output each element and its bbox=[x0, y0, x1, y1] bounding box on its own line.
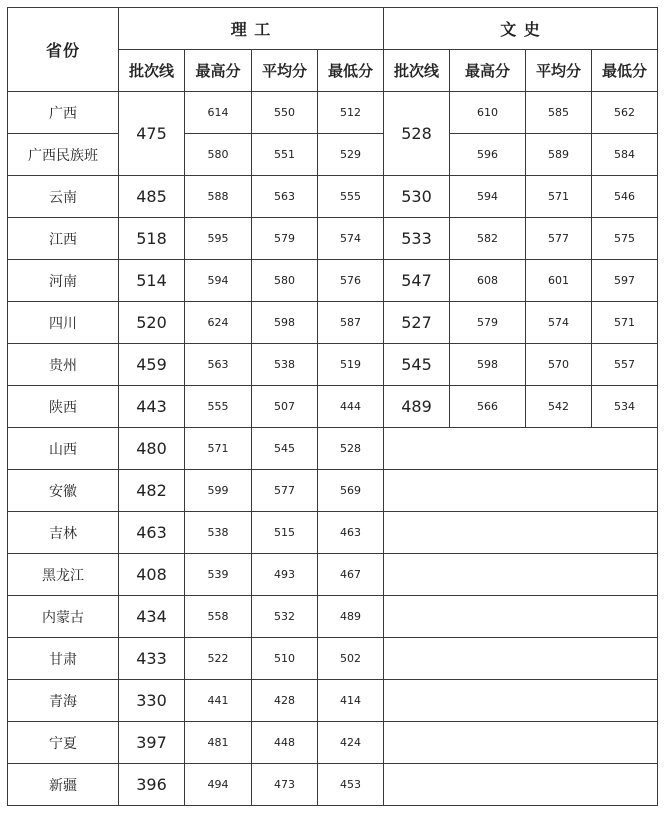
sci-max-cell: 441 bbox=[185, 680, 252, 722]
sci-min-cell: 453 bbox=[318, 764, 384, 806]
sci-avg-cell: 550 bbox=[252, 92, 318, 134]
arts-min-cell: 534 bbox=[592, 386, 658, 428]
sci-min-cell: 555 bbox=[318, 176, 384, 218]
arts-max-cell: 608 bbox=[450, 260, 526, 302]
sci-min-cell: 519 bbox=[318, 344, 384, 386]
sci-max-header: 最高分 bbox=[185, 50, 252, 92]
arts-empty-cell bbox=[384, 596, 658, 638]
province-cell: 新疆 bbox=[8, 764, 119, 806]
sci-avg-cell: 577 bbox=[252, 470, 318, 512]
arts-avg-header: 平均分 bbox=[526, 50, 592, 92]
province-cell: 黑龙江 bbox=[8, 554, 119, 596]
province-cell: 甘肃 bbox=[8, 638, 119, 680]
arts-avg-cell: 571 bbox=[526, 176, 592, 218]
sci-batch-cell: 396 bbox=[119, 764, 185, 806]
sci-batch-cell: 485 bbox=[119, 176, 185, 218]
arts-empty-cell bbox=[384, 470, 658, 512]
province-cell: 贵州 bbox=[8, 344, 119, 386]
sci-batch-cell: 518 bbox=[119, 218, 185, 260]
sci-batch-cell: 397 bbox=[119, 722, 185, 764]
sci-min-cell: 414 bbox=[318, 680, 384, 722]
sci-batch-cell: 459 bbox=[119, 344, 185, 386]
province-cell: 广西民族班 bbox=[8, 134, 119, 176]
sci-avg-cell: 448 bbox=[252, 722, 318, 764]
sci-max-cell: 481 bbox=[185, 722, 252, 764]
arts-avg-cell: 574 bbox=[526, 302, 592, 344]
sci-batch-cell: 520 bbox=[119, 302, 185, 344]
arts-batch-cell: 489 bbox=[384, 386, 450, 428]
sci-avg-cell: 598 bbox=[252, 302, 318, 344]
sci-batch-cell: 443 bbox=[119, 386, 185, 428]
sci-max-cell: 538 bbox=[185, 512, 252, 554]
table-row bbox=[8, 680, 658, 722]
province-cell: 河南 bbox=[8, 260, 119, 302]
sci-min-cell: 424 bbox=[318, 722, 384, 764]
sci-avg-header: 平均分 bbox=[252, 50, 318, 92]
arts-min-cell: 584 bbox=[592, 134, 658, 176]
table-row bbox=[8, 176, 658, 218]
province-cell: 宁夏 bbox=[8, 722, 119, 764]
table-row bbox=[8, 302, 658, 344]
table-row bbox=[8, 764, 658, 806]
table-row bbox=[8, 638, 658, 680]
arts-max-cell: 598 bbox=[450, 344, 526, 386]
province-cell: 吉林 bbox=[8, 512, 119, 554]
sci-max-cell: 594 bbox=[185, 260, 252, 302]
arts-min-cell: 575 bbox=[592, 218, 658, 260]
sci-avg-cell: 545 bbox=[252, 428, 318, 470]
sci-max-cell: 558 bbox=[185, 596, 252, 638]
province-cell: 四川 bbox=[8, 302, 119, 344]
arts-max-cell: 596 bbox=[450, 134, 526, 176]
arts-empty-cell bbox=[384, 764, 658, 806]
score-table bbox=[7, 7, 658, 806]
sci-max-cell: 555 bbox=[185, 386, 252, 428]
arts-batch-cell: 545 bbox=[384, 344, 450, 386]
sci-avg-cell: 532 bbox=[252, 596, 318, 638]
sci-min-cell: 467 bbox=[318, 554, 384, 596]
arts-empty-cell bbox=[384, 680, 658, 722]
table-row bbox=[8, 218, 658, 260]
arts-max-cell: 579 bbox=[450, 302, 526, 344]
sci-min-cell: 512 bbox=[318, 92, 384, 134]
sci-batch-cell: 475 bbox=[119, 92, 185, 176]
sci-min-cell: 587 bbox=[318, 302, 384, 344]
sci-batch-cell: 408 bbox=[119, 554, 185, 596]
sci-batch-header: 批次线 bbox=[119, 50, 185, 92]
arts-max-cell: 610 bbox=[450, 92, 526, 134]
arts-min-cell: 546 bbox=[592, 176, 658, 218]
sci-min-header: 最低分 bbox=[318, 50, 384, 92]
sci-batch-cell: 482 bbox=[119, 470, 185, 512]
arts-header: 文 史 bbox=[384, 8, 658, 50]
table-row bbox=[8, 470, 658, 512]
table-row bbox=[8, 260, 658, 302]
sci-avg-cell: 428 bbox=[252, 680, 318, 722]
arts-avg-cell: 570 bbox=[526, 344, 592, 386]
arts-max-header: 最高分 bbox=[450, 50, 526, 92]
table-row bbox=[8, 512, 658, 554]
sci-avg-cell: 551 bbox=[252, 134, 318, 176]
sci-max-cell: 539 bbox=[185, 554, 252, 596]
sci-avg-cell: 538 bbox=[252, 344, 318, 386]
sci-avg-cell: 515 bbox=[252, 512, 318, 554]
sci-min-cell: 489 bbox=[318, 596, 384, 638]
province-cell: 江西 bbox=[8, 218, 119, 260]
sci-avg-cell: 580 bbox=[252, 260, 318, 302]
sci-max-cell: 522 bbox=[185, 638, 252, 680]
sci-max-cell: 599 bbox=[185, 470, 252, 512]
arts-batch-cell: 528 bbox=[384, 92, 450, 176]
arts-max-cell: 582 bbox=[450, 218, 526, 260]
arts-max-cell: 594 bbox=[450, 176, 526, 218]
arts-min-header: 最低分 bbox=[592, 50, 658, 92]
province-cell: 云南 bbox=[8, 176, 119, 218]
arts-avg-cell: 585 bbox=[526, 92, 592, 134]
arts-avg-cell: 589 bbox=[526, 134, 592, 176]
sci-min-cell: 574 bbox=[318, 218, 384, 260]
arts-empty-cell bbox=[384, 722, 658, 764]
sci-min-cell: 502 bbox=[318, 638, 384, 680]
arts-max-cell: 566 bbox=[450, 386, 526, 428]
sci-min-cell: 463 bbox=[318, 512, 384, 554]
sci-avg-cell: 507 bbox=[252, 386, 318, 428]
arts-empty-cell bbox=[384, 638, 658, 680]
table-row bbox=[8, 344, 658, 386]
sci-avg-cell: 473 bbox=[252, 764, 318, 806]
sci-min-cell: 529 bbox=[318, 134, 384, 176]
arts-min-cell: 571 bbox=[592, 302, 658, 344]
sci-batch-cell: 434 bbox=[119, 596, 185, 638]
sci-batch-cell: 514 bbox=[119, 260, 185, 302]
province-cell: 安徽 bbox=[8, 470, 119, 512]
sci-max-cell: 571 bbox=[185, 428, 252, 470]
arts-min-cell: 562 bbox=[592, 92, 658, 134]
table-row bbox=[8, 722, 658, 764]
sci-max-cell: 580 bbox=[185, 134, 252, 176]
table-row bbox=[8, 92, 658, 134]
province-cell: 青海 bbox=[8, 680, 119, 722]
arts-empty-cell bbox=[384, 512, 658, 554]
sci-avg-cell: 579 bbox=[252, 218, 318, 260]
sci-max-cell: 563 bbox=[185, 344, 252, 386]
table-row bbox=[8, 596, 658, 638]
sci-max-cell: 624 bbox=[185, 302, 252, 344]
science-header: 理 工 bbox=[119, 8, 384, 50]
province-cell: 山西 bbox=[8, 428, 119, 470]
sci-max-cell: 494 bbox=[185, 764, 252, 806]
table-row bbox=[8, 386, 658, 428]
arts-empty-cell bbox=[384, 428, 658, 470]
sci-avg-cell: 493 bbox=[252, 554, 318, 596]
table-row bbox=[8, 428, 658, 470]
sci-max-cell: 614 bbox=[185, 92, 252, 134]
arts-batch-cell: 530 bbox=[384, 176, 450, 218]
arts-empty-cell bbox=[384, 554, 658, 596]
sci-min-cell: 569 bbox=[318, 470, 384, 512]
arts-avg-cell: 601 bbox=[526, 260, 592, 302]
arts-avg-cell: 577 bbox=[526, 218, 592, 260]
sci-min-cell: 528 bbox=[318, 428, 384, 470]
arts-batch-cell: 547 bbox=[384, 260, 450, 302]
arts-batch-cell: 527 bbox=[384, 302, 450, 344]
sci-batch-cell: 330 bbox=[119, 680, 185, 722]
sci-avg-cell: 563 bbox=[252, 176, 318, 218]
arts-batch-cell: 533 bbox=[384, 218, 450, 260]
arts-min-cell: 597 bbox=[592, 260, 658, 302]
sci-max-cell: 595 bbox=[185, 218, 252, 260]
sci-batch-cell: 433 bbox=[119, 638, 185, 680]
arts-batch-header: 批次线 bbox=[384, 50, 450, 92]
province-cell: 内蒙古 bbox=[8, 596, 119, 638]
arts-min-cell: 557 bbox=[592, 344, 658, 386]
sci-batch-cell: 480 bbox=[119, 428, 185, 470]
province-header: 省份 bbox=[8, 8, 119, 92]
arts-avg-cell: 542 bbox=[526, 386, 592, 428]
sci-max-cell: 588 bbox=[185, 176, 252, 218]
sci-batch-cell: 463 bbox=[119, 512, 185, 554]
province-cell: 广西 bbox=[8, 92, 119, 134]
sci-avg-cell: 510 bbox=[252, 638, 318, 680]
province-cell: 陕西 bbox=[8, 386, 119, 428]
table-row bbox=[8, 134, 658, 176]
sci-min-cell: 576 bbox=[318, 260, 384, 302]
sci-min-cell: 444 bbox=[318, 386, 384, 428]
table-row bbox=[8, 554, 658, 596]
